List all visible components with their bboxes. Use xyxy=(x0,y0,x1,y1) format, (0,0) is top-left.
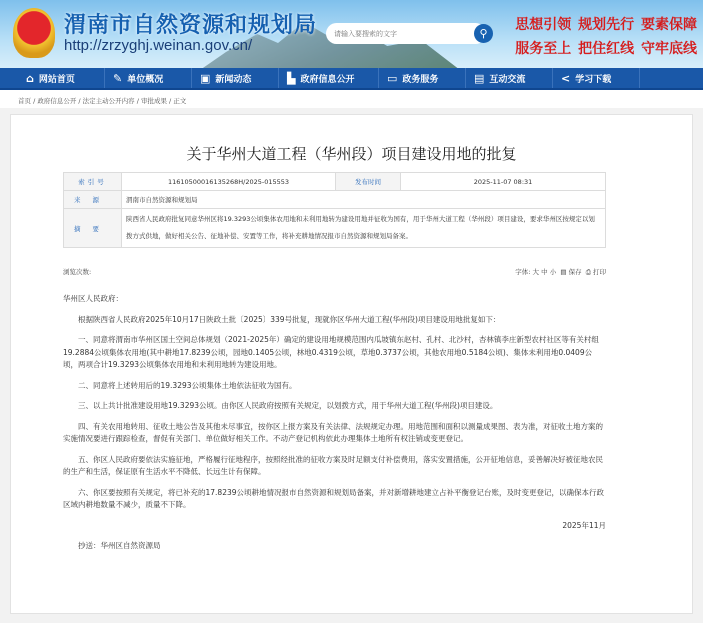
site-url: http://zrzyghj.weinan.gov.cn/ xyxy=(64,37,253,54)
breadcrumb: 首页 / 政府信息公开 / 法定主动公开内容 / 审批成果 / 正文 xyxy=(0,90,703,108)
article-tools xyxy=(63,267,606,277)
share-icon: < xyxy=(561,71,571,85)
nav-label: 政府信息公开 xyxy=(300,74,355,85)
breadcrumb-statutory[interactable]: 法定主动公开内容 xyxy=(82,97,135,105)
chat-icon: ▤ xyxy=(474,71,485,85)
home-icon: ⌂ xyxy=(26,71,34,85)
breadcrumb-approval[interactable]: 审批成果 xyxy=(140,97,167,105)
font-large-button[interactable]: 大 xyxy=(532,268,540,276)
nav-download[interactable] xyxy=(553,68,640,88)
bookmark-icon: ▙ xyxy=(287,71,296,85)
nav-label: 单位概况 xyxy=(127,74,164,85)
index-value: 11610500016135268H/2025-015553 xyxy=(122,173,336,191)
nav-label: 互动交流 xyxy=(489,74,526,85)
article-container xyxy=(10,114,693,614)
nav-news[interactable] xyxy=(192,68,279,88)
index-label: 索引号 xyxy=(64,173,122,191)
save-button[interactable]: 保存 xyxy=(568,268,582,276)
publish-time-label: 发布时间 xyxy=(336,173,401,191)
metadata-table xyxy=(63,172,606,248)
site-title: 渭南市自然资源和规划局 xyxy=(64,13,318,38)
breadcrumb-gov-info[interactable]: 政府信息公开 xyxy=(37,97,77,105)
paragraph: 五、你区人民政府要依法实施征地，严格履行征地程序，按照经批准的征收方案及时足额支付补偿费用，落实安置措施，公开征地信息，妥善解决好被征地农民的生产和生活，保证原有生活水平不降低、长远生计有保障。 xyxy=(63,454,603,476)
date: 2025年11月 xyxy=(562,520,606,530)
font-size-label: 字体: xyxy=(515,268,531,276)
publish-time-value: 2025-11-07 08:31 xyxy=(401,173,606,191)
font-small-button[interactable]: 小 xyxy=(549,268,557,276)
nav-label: 新闻动态 xyxy=(215,74,252,85)
national-emblem-logo xyxy=(13,8,55,58)
abstract-label: 摘要 xyxy=(64,209,122,248)
search-button[interactable] xyxy=(474,24,493,43)
main-nav xyxy=(0,68,703,90)
paragraph: 四、有关农用地转用、征收土地公告及其他未尽事宜，按你区上报方案及有关法律、法规规定办理。用地范围和面积以测量成果图、表为准，对征收土地方案的实施情况要进行跟踪检查，督促有关部门、单位做好相关工作。不动产登记机构依此办理集体土地所有权注销或变更登记。 xyxy=(63,421,603,443)
print-icon: ⎙ xyxy=(585,268,591,276)
nav-label: 学习下载 xyxy=(575,74,612,85)
nav-label: 政务服务 xyxy=(402,74,439,85)
search-input[interactable]: 请输入要搜索的文字 xyxy=(326,23,486,44)
news-icon: ▣ xyxy=(200,71,211,85)
paragraph: 三、以上共计批准建设用地19.3293公顷。由你区人民政府按照有关规定，以划拨方式，用于华州大道工程(华州段)项目建设。 xyxy=(78,401,498,410)
abstract-value: 陕西省人民政府批复同意华州区将19.3293公顷集体农用地和未利用地转为建设用地并征收为国有，用于华州大道工程（华州段）项目建设，要求华州区按规定以划拨方式供地，做好相关公告、征地补偿、安置等工作，将补充耕地情况报市自然资源和规划局备案。 xyxy=(122,209,606,248)
cc-line: 抄送：华州区自然资源局 xyxy=(78,541,161,550)
edit-icon: ✎ xyxy=(113,71,123,85)
site-header xyxy=(0,0,703,68)
paragraph: 一、同意将渭南市华州区国土空间总体规划（2021-2025年）确定的建设用地规模范围内瓜坡镇东赵村、孔村、北沙村，杏林镇李庄新型农村社区等有关村组19.2884公顷集体农用地(其中耕地17.8239公顷，园地0.1405公顷，林地0.4319公顷，草地0.3737公顷，其他农用地0.5184公顷)、集体未利用地0.0409公顷，两项合计19.3293公顷集体农用地和未利用地转为建设用地。 xyxy=(63,335,599,369)
nav-label: 网站首页 xyxy=(38,74,75,85)
save-icon: ▤ xyxy=(560,268,567,276)
nav-services[interactable] xyxy=(379,68,466,88)
breadcrumb-current: 正文 xyxy=(173,97,187,105)
source-label: 来源 xyxy=(64,191,122,209)
article-body xyxy=(63,293,606,561)
search-icon: ⚲ xyxy=(479,27,488,40)
slogan-line-1: 思想引领 规划先行 要素保障 xyxy=(515,17,697,33)
nav-home[interactable] xyxy=(18,68,105,88)
breadcrumb-home[interactable]: 首页 xyxy=(18,97,31,105)
font-medium-button[interactable]: 中 xyxy=(541,268,548,276)
slogan-line-2: 服务至上 把住红线 守牢底线 xyxy=(515,41,697,57)
source-value: 渭南市自然资源和规划局 xyxy=(122,191,606,209)
paragraph: 根据陕西省人民政府2025年10月17日陕政土批〔2025〕339号批复，现就你区华州大道工程(华州段)项目建设用地批复如下： xyxy=(78,314,501,324)
nav-interaction[interactable] xyxy=(466,68,553,88)
nav-gov-info[interactable] xyxy=(279,68,379,88)
paragraph: 二、同意将上述转用后的19.3293公顷集体土地依法征收为国有。 xyxy=(78,380,297,390)
page-title: 关于华州大道工程（华州段）项目建设用地的批复 xyxy=(186,145,517,163)
salutation: 华州区人民政府： xyxy=(63,294,123,303)
nav-about[interactable] xyxy=(105,68,192,88)
print-button[interactable]: 打印 xyxy=(593,268,606,276)
paragraph: 六、你区要按照有关规定，将已补充的17.8239公顷耕地情况报市自然资源和规划局备案，并对新增耕地建立占补平衡登记台账，及时变更登记，以确保本行政区域内耕地数量不减少，质量不下降。 xyxy=(63,487,605,509)
monitor-icon: ▭ xyxy=(387,71,398,85)
view-count-label: 浏览次数: xyxy=(63,268,92,276)
